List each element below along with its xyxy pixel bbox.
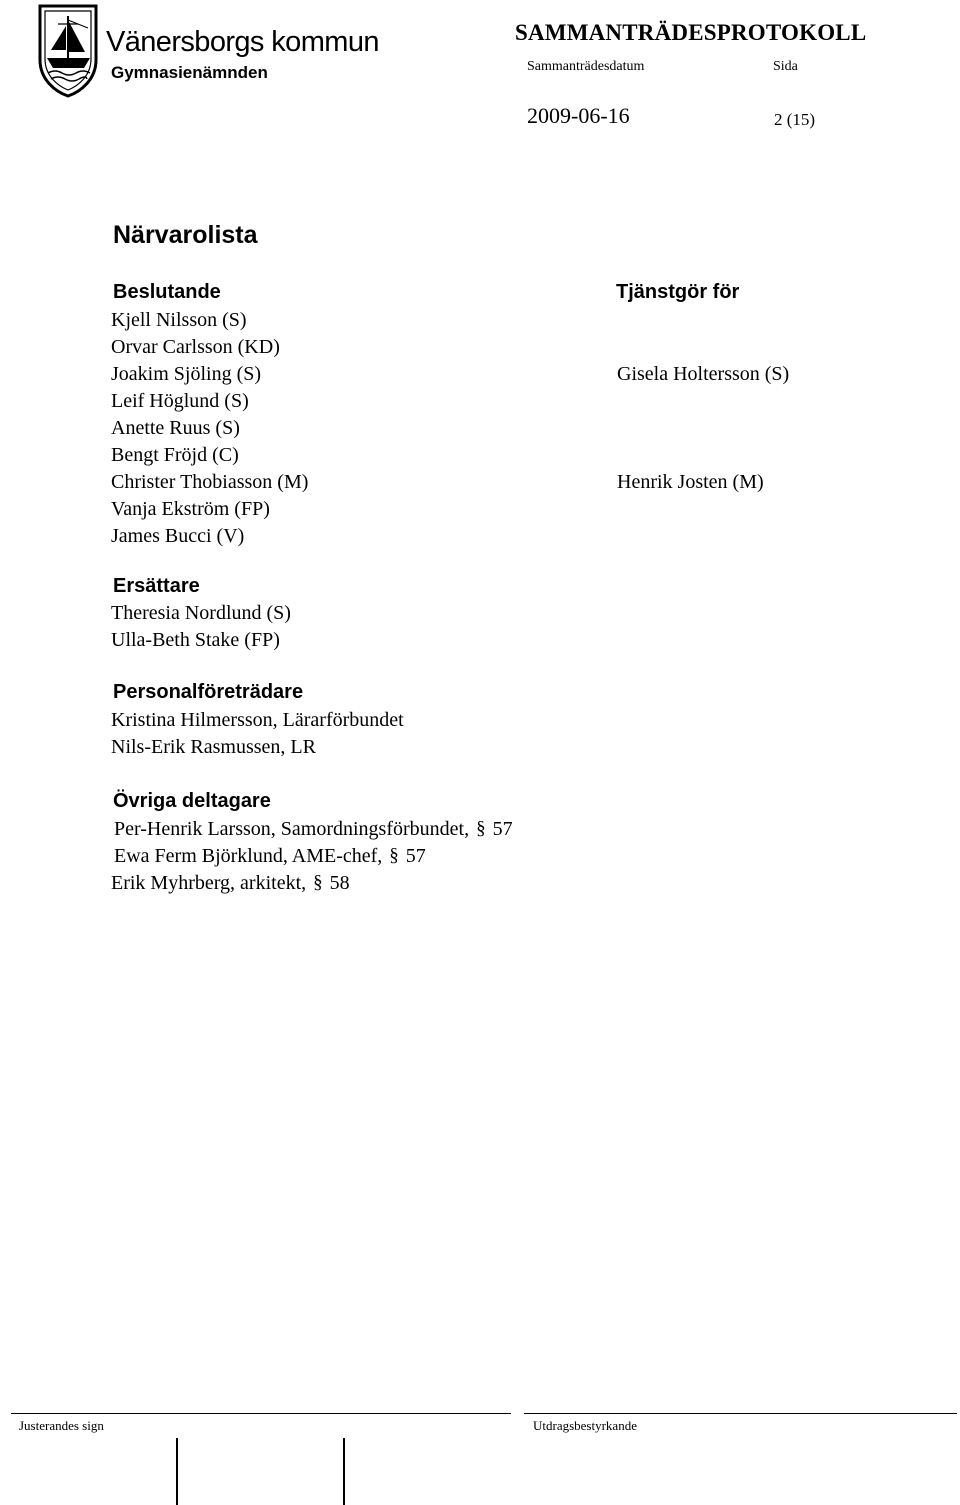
section-number: 58 [329, 872, 350, 894]
organization-name: Vänersborgs kommun [106, 26, 379, 58]
municipal-coat-of-arms-ship-icon [34, 2, 102, 98]
section-sign-icon: § [313, 872, 323, 893]
member-name: Anette Ruus (S) [111, 417, 240, 439]
substitutes-heading: Ersättare [113, 575, 200, 597]
member-name: James Bucci (V) [111, 525, 245, 547]
footer-divider-left [11, 1413, 511, 1414]
member-name: Bengt Fröjd (C) [111, 444, 239, 466]
other-participants-heading: Övriga deltagare [113, 790, 271, 812]
member-name: Joakim Sjöling (S) [111, 363, 262, 385]
staff-representative-name: Nils-Erik Rasmussen, LR [111, 736, 316, 758]
member-name: Kjell Nilsson (S) [111, 309, 247, 331]
other-participant-text: Per-Henrik Larsson, Samordningsförbundet, [114, 818, 470, 840]
meeting-date: 2009-06-16 [527, 103, 630, 128]
staff-representative-name: Kristina Hilmersson, Lärarförbundet [111, 709, 404, 731]
other-participant [114, 818, 513, 841]
substitute-name: Theresia Nordlund (S) [111, 602, 291, 624]
substitute-name: Ulla-Beth Stake (FP) [111, 629, 280, 651]
other-participant-text: Ewa Ferm Björklund, AME-chef, [114, 845, 383, 867]
other-participant-text: Erik Myhrberg, arkitekt, [111, 872, 307, 894]
signature-box-divider [343, 1438, 345, 1505]
other-participant [111, 872, 350, 895]
page-label: Sida [773, 59, 798, 74]
member-name: Christer Thobiasson (M) [111, 471, 309, 493]
page-number: 2 (15) [774, 110, 816, 129]
staff-representatives-heading: Personalföreträdare [113, 681, 304, 703]
member-name: Leif Höglund (S) [111, 390, 249, 412]
footer-divider-right [524, 1413, 957, 1414]
member-name: Vanja Ekström (FP) [111, 498, 270, 520]
section-sign-icon: § [476, 818, 486, 839]
section-number: 57 [492, 818, 513, 840]
adjuster-signature-label: Justerandes sign [19, 1418, 104, 1433]
other-participant [114, 845, 426, 868]
serves-for-name: Henrik Josten (M) [617, 471, 764, 493]
document-title: SAMMANTRÄDESPROTOKOLL [515, 20, 867, 45]
serves-for-heading: Tjänstgör för [616, 281, 740, 303]
committee-name: Gymnasienämnden [111, 63, 268, 82]
extract-certification-label: Utdragsbestyrkande [533, 1418, 637, 1433]
meeting-date-label: Sammanträdesdatum [527, 59, 645, 74]
signature-box-divider [176, 1438, 178, 1505]
section-number: 57 [405, 845, 426, 867]
section-sign-icon: § [389, 845, 399, 866]
member-name: Orvar Carlsson (KD) [111, 336, 280, 358]
decision-makers-heading: Beslutande [113, 281, 221, 303]
serves-for-name: Gisela Holtersson (S) [617, 363, 790, 385]
attendance-title: Närvarolista [113, 221, 258, 249]
